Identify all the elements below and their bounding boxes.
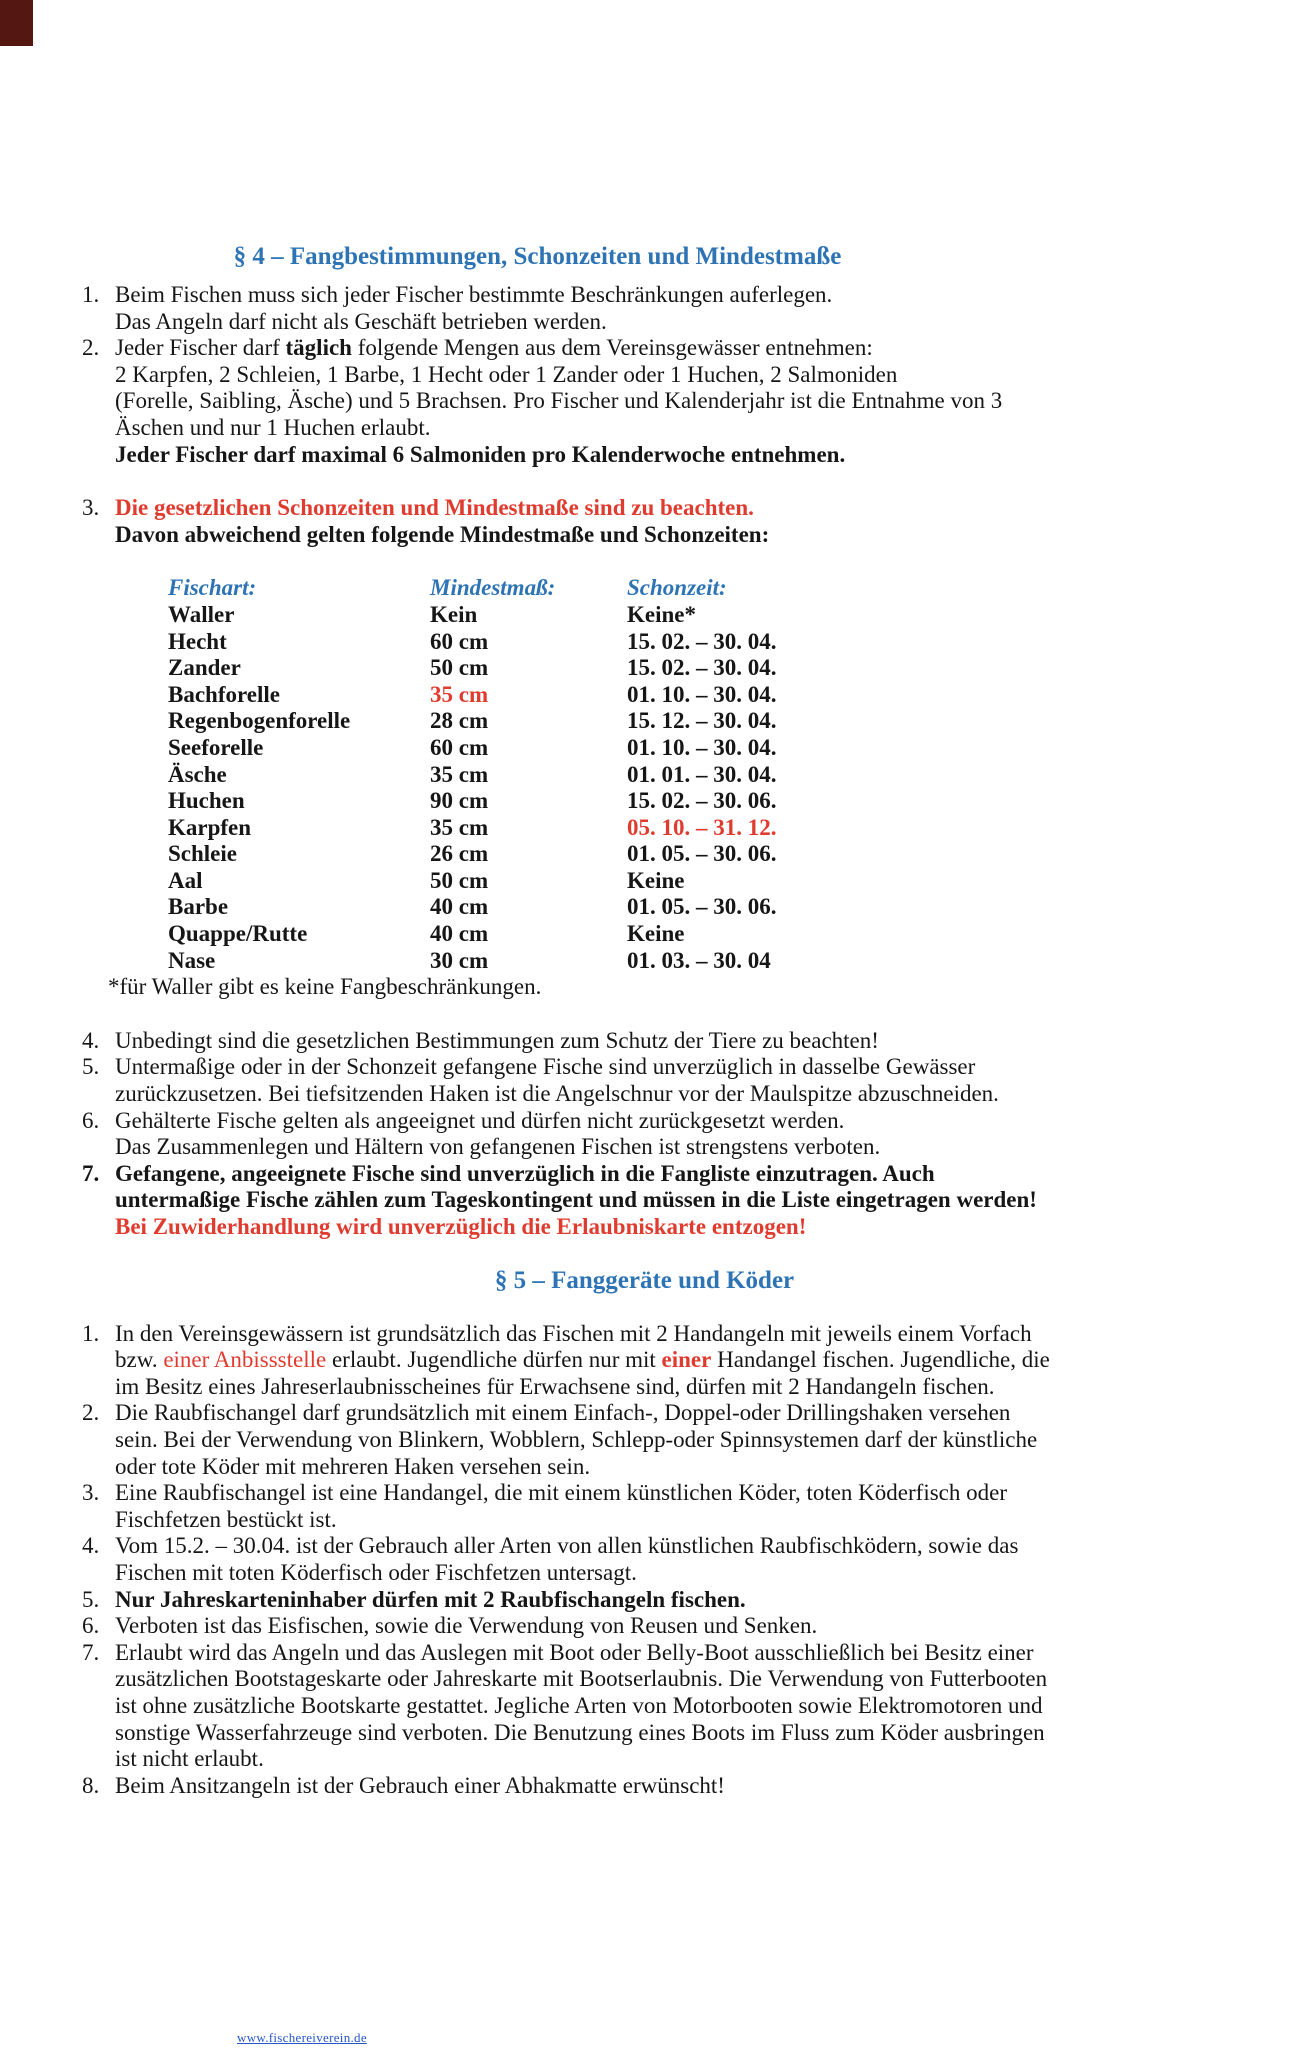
list-item bbox=[82, 1400, 1289, 1480]
text-line bbox=[115, 309, 1289, 336]
fish-name: Seeforelle bbox=[168, 734, 264, 760]
text-segment: Jeder Fischer darf bbox=[115, 335, 286, 361]
min-size-value: 30 cm bbox=[430, 947, 489, 973]
fish-name: Bachforelle bbox=[168, 681, 280, 707]
min-size-value: 50 cm bbox=[430, 867, 489, 893]
text-line bbox=[115, 1587, 1289, 1614]
schonzeit-value: 01. 01. – 30. 04. bbox=[627, 761, 777, 787]
min-size-value: 40 cm bbox=[430, 894, 489, 920]
text-segment: Untermaßige oder in der Schonzeit gefangene Fische sind unverzüglich in dasselbe Gewässer bbox=[115, 1054, 976, 1080]
item-body bbox=[82, 282, 1289, 335]
item-body bbox=[82, 1480, 1289, 1533]
text-segment: Das Angeln darf nicht als Geschäft betrieben werden. bbox=[115, 308, 607, 334]
schonzeit-value: 15. 02. – 30. 04. bbox=[627, 628, 777, 654]
text-segment: ist nicht erlaubt. bbox=[115, 1746, 264, 1772]
schonzeit-value: 01. 10. – 30. 04. bbox=[627, 734, 777, 760]
schonzeit-value: Keine bbox=[627, 867, 685, 893]
fish-name: Karpfen bbox=[168, 814, 252, 840]
corner-mark bbox=[0, 0, 33, 46]
text-line bbox=[115, 1480, 1289, 1507]
schonzeit-value: 01. 05. – 30. 06. bbox=[627, 894, 777, 920]
text-segment: In den Vereinsgewässern ist grundsätzlich das Fischen mit 2 Handangeln mit jeweils einem Vorfach bbox=[115, 1320, 1032, 1346]
footer-link[interactable]: www.fischereiverein.de bbox=[237, 2030, 367, 2045]
fish-name: Huchen bbox=[168, 788, 245, 814]
text-segment: Fischen mit toten Köderfisch oder Fischfetzen untersagt. bbox=[115, 1559, 637, 1585]
text-segment: folgende Mengen aus dem Vereinsgewässer entnehmen: bbox=[351, 335, 873, 361]
schonzeit-value: 15. 12. – 30. 04. bbox=[627, 708, 777, 734]
list-item bbox=[82, 1613, 1289, 1640]
item-number: 1. bbox=[82, 1320, 100, 1346]
text-segment: (Forelle, Saibling, Äsche) und 5 Brachsen. Pro Fischer und Kalenderjahr ist die Entnahme von 3 bbox=[115, 388, 1003, 414]
text-segment: Beim Ansitzangeln ist der Gebrauch einer Abhakmatte erwünscht! bbox=[115, 1772, 725, 1798]
item-body bbox=[82, 1613, 1289, 1640]
list-item bbox=[82, 495, 1289, 548]
text-line bbox=[115, 1400, 1289, 1427]
text-line bbox=[115, 1427, 1289, 1454]
section4-title: § 4 – Fangbestimmungen, Schonzeiten und Mindestmaße bbox=[233, 243, 842, 270]
item-number: 8. bbox=[82, 1772, 100, 1798]
item-number: 1. bbox=[82, 282, 100, 307]
text-line bbox=[115, 1028, 1289, 1055]
fish-name: Hecht bbox=[168, 628, 227, 654]
column-header-mindestmass: Mindestmaß: bbox=[430, 575, 556, 601]
text-line bbox=[115, 1161, 1289, 1188]
text-segment: Gehälterte Fische gelten als angeeignet und dürfen nicht zurückgesetzt werden. bbox=[115, 1107, 845, 1133]
fish-name: Quappe/Rutte bbox=[168, 921, 308, 947]
text-segment: Unbedingt sind die gesetzlichen Bestimmungen zum Schutz der Tiere zu beachten! bbox=[115, 1027, 879, 1053]
text-segment: sonstige Wasserfahrzeuge sind verboten. Die Benutzung eines Boots im Fluss zum Köder ausbringen bbox=[115, 1719, 1045, 1745]
min-size-value: 28 cm bbox=[430, 708, 489, 734]
spacer bbox=[0, 468, 1289, 495]
text-line bbox=[115, 1560, 1289, 1587]
text-segment: Gefangene, angeeignete Fische sind unverzüglich in die Fangliste einzutragen. Auch bbox=[115, 1160, 935, 1186]
text-segment: Jeder Fischer darf maximal 6 Salmoniden pro Kalenderwoche entnehmen. bbox=[115, 441, 846, 467]
item-number: 3. bbox=[82, 1480, 100, 1506]
column-header-fischart: Fischart: bbox=[168, 575, 257, 601]
item-number: 7. bbox=[82, 1160, 100, 1186]
list-item bbox=[82, 1533, 1289, 1586]
text-segment: Nur Jahreskarteninhaber dürfen mit 2 Raubfischangeln fischen. bbox=[115, 1586, 746, 1612]
text-line bbox=[115, 282, 1289, 309]
section4-list-continued bbox=[0, 1028, 1289, 1241]
text-line bbox=[115, 1134, 1289, 1161]
item-body bbox=[82, 1400, 1289, 1480]
text-segment: Bei Zuwiderhandlung wird unverzüglich die Erlaubniskarte entzogen! bbox=[115, 1214, 807, 1239]
min-size-value: 60 cm bbox=[430, 734, 489, 760]
text-line bbox=[115, 335, 1289, 362]
text-segment: Verboten ist das Eisfischen, sowie die Verwendung von Reusen und Senken. bbox=[115, 1613, 818, 1639]
text-line bbox=[115, 1454, 1289, 1481]
schonzeit-value: 15. 02. – 30. 06. bbox=[627, 788, 777, 814]
list-item bbox=[82, 1054, 1289, 1107]
text-segment: bzw. bbox=[115, 1347, 164, 1373]
fish-name: Äsche bbox=[168, 761, 227, 787]
item-number: 3. bbox=[82, 495, 100, 521]
text-line bbox=[115, 1108, 1289, 1135]
item-number: 5. bbox=[82, 1054, 100, 1080]
text-line bbox=[115, 362, 1289, 389]
text-segment: sein. Bei der Verwendung von Blinkern, Wobblern, Schlepp-oder Spinnsystemen darf der künstliche bbox=[115, 1426, 1038, 1452]
text-segment: einer bbox=[661, 1347, 712, 1373]
text-segment: Äschen und nur 1 Huchen erlaubt. bbox=[115, 414, 431, 440]
item-body bbox=[82, 1161, 1289, 1241]
list-item bbox=[82, 1321, 1289, 1401]
text-line bbox=[115, 1054, 1289, 1081]
list-item bbox=[82, 1161, 1289, 1241]
text-segment: Vom 15.2. – 30.04. ist der Gebrauch aller Arten von allen künstlichen Raubfischködern, sowie das bbox=[115, 1533, 1019, 1559]
text-segment: erlaubt. Jugendliche dürfen nur mit bbox=[326, 1347, 662, 1373]
fish-name: Waller bbox=[168, 601, 235, 627]
schonzeit-value: Keine* bbox=[627, 601, 696, 627]
text-segment: Davon abweichend gelten folgende Mindestmaße und Schonzeiten: bbox=[115, 521, 770, 547]
text-line bbox=[115, 1081, 1289, 1108]
section5-list bbox=[0, 1321, 1289, 1800]
text-line bbox=[115, 1773, 1289, 1800]
list-item bbox=[82, 1773, 1289, 1800]
text-line bbox=[115, 1746, 1289, 1773]
text-segment: 2 Karpfen, 2 Schleien, 1 Barbe, 1 Hecht oder 1 Zander oder 1 Huchen, 2 Salmoniden bbox=[115, 361, 898, 387]
text-line bbox=[115, 522, 1289, 549]
list-item bbox=[82, 282, 1289, 335]
item-number: 6. bbox=[82, 1613, 100, 1639]
item-number: 5. bbox=[82, 1586, 100, 1612]
text-segment: ist ohne zusätzliche Bootskarte gestattet. Jegliche Arten von Motorbooten sowie Elektromotoren und bbox=[115, 1692, 1043, 1718]
text-segment: Erlaubt wird das Angeln und das Auslegen mit Boot oder Belly-Boot ausschließlich bei Besitz einer bbox=[115, 1639, 1034, 1665]
fish-name: Schleie bbox=[168, 841, 237, 867]
item-body bbox=[82, 1321, 1289, 1401]
text-line bbox=[115, 1321, 1289, 1348]
text-line bbox=[115, 1720, 1289, 1747]
text-segment: Die Raubfischangel darf grundsätzlich mit einem Einfach-, Doppel-oder Drillingshaken versehen bbox=[115, 1400, 1011, 1426]
schonzeit-value: 01. 10. – 30. 04. bbox=[627, 681, 777, 707]
min-size-value: 50 cm bbox=[430, 655, 489, 681]
list-item bbox=[82, 335, 1289, 468]
text-line bbox=[115, 415, 1289, 442]
text-segment: zurückzusetzen. Bei tiefsitzenden Haken ist die Angelschnur vor der Maulspitze abzuschneiden. bbox=[115, 1081, 999, 1107]
text-line bbox=[115, 1666, 1289, 1693]
fish-name: Zander bbox=[168, 655, 241, 681]
item-body bbox=[82, 1054, 1289, 1107]
fish-name: Nase bbox=[168, 947, 216, 973]
section5-title: § 5 – Fanggeräte und Köder bbox=[494, 1266, 795, 1294]
text-segment: täglich bbox=[285, 335, 352, 361]
min-size-value: 90 cm bbox=[430, 788, 489, 814]
min-size-value: 35 cm bbox=[430, 681, 489, 707]
min-size-value: 26 cm bbox=[430, 841, 489, 867]
item-body bbox=[82, 1108, 1289, 1161]
text-segment: Handangel fischen. Jugendliche, die bbox=[711, 1347, 1050, 1373]
spacer bbox=[0, 1001, 1289, 1028]
text-segment: untermaßige Fische zählen zum Tageskontingent und müssen in die Liste eingetragen werden! bbox=[115, 1187, 1037, 1213]
item-number: 4. bbox=[82, 1533, 100, 1559]
fish-name: Regenbogenforelle bbox=[168, 708, 351, 734]
text-line bbox=[115, 1533, 1289, 1560]
item-body bbox=[82, 1028, 1289, 1055]
text-segment: Eine Raubfischangel ist eine Handangel, die mit einem künstlichen Köder, toten Köderfisch oder bbox=[115, 1480, 1007, 1506]
text-line bbox=[115, 1214, 1289, 1241]
schonzeit-value: Keine bbox=[627, 921, 685, 947]
item-number: 2. bbox=[82, 335, 100, 361]
list-item bbox=[82, 1028, 1289, 1055]
item-body bbox=[82, 1640, 1289, 1773]
text-line bbox=[115, 1187, 1289, 1214]
schonzeit-value: 01. 05. – 30. 06. bbox=[627, 841, 777, 867]
text-line bbox=[115, 495, 1289, 522]
min-size-value: 40 cm bbox=[430, 921, 489, 947]
list-item bbox=[82, 1587, 1289, 1614]
text-line bbox=[115, 1507, 1289, 1534]
item-body bbox=[82, 1773, 1289, 1800]
text-line bbox=[115, 442, 1289, 469]
text-segment: Die gesetzlichen Schonzeiten und Mindestmaße sind zu beachten. bbox=[115, 495, 754, 521]
text-segment: Fischfetzen bestückt ist. bbox=[115, 1506, 337, 1532]
item-body bbox=[82, 1587, 1289, 1614]
list-item bbox=[82, 1640, 1289, 1773]
text-segment: zusätzlichen Bootstageskarte oder Jahreskarte mit Bootserlaubnis. Die Verwendung von Futterbooten bbox=[115, 1666, 1048, 1692]
text-line bbox=[115, 388, 1289, 415]
list-item bbox=[82, 1108, 1289, 1161]
fish-name: Barbe bbox=[168, 894, 229, 920]
item-number: 7. bbox=[82, 1639, 100, 1665]
item-number: 2. bbox=[82, 1400, 100, 1426]
item-body bbox=[82, 1533, 1289, 1586]
text-segment: Das Zusammenlegen und Hältern von gefangenen Fischen ist strengstens verboten. bbox=[115, 1134, 881, 1160]
fish-table bbox=[168, 575, 777, 974]
list-item bbox=[82, 1480, 1289, 1533]
column-header-schonzeit: Schonzeit: bbox=[627, 575, 727, 601]
min-size-value: Kein bbox=[430, 601, 478, 627]
fish-name: Aal bbox=[168, 867, 203, 893]
text-segment: einer Anbissstelle bbox=[163, 1347, 327, 1373]
text-segment: oder tote Köder mit mehreren Haken versehen sein. bbox=[115, 1453, 591, 1479]
text-line bbox=[115, 1374, 1289, 1401]
table-footnote: *für Waller gibt es keine Fangbeschränkungen. bbox=[108, 974, 542, 1000]
schonzeit-value: 05. 10. – 31. 12. bbox=[627, 814, 777, 840]
item-number: 4. bbox=[82, 1027, 100, 1053]
text-segment: im Besitz eines Jahreserlaubnisscheines für Erwachsene sind, dürfen mit 2 Handangeln fischen. bbox=[115, 1373, 995, 1399]
item-body bbox=[82, 335, 1289, 468]
item-body bbox=[82, 495, 1289, 548]
text-line bbox=[115, 1613, 1289, 1640]
text-line bbox=[115, 1640, 1289, 1667]
section4-list bbox=[0, 282, 1289, 548]
min-size-value: 35 cm bbox=[430, 761, 489, 787]
text-line bbox=[115, 1347, 1289, 1374]
schonzeit-value: 15. 02. – 30. 04. bbox=[627, 655, 777, 681]
text-segment: Beim Fischen muss sich jeder Fischer bestimmte Beschränkungen auferlegen. bbox=[115, 282, 833, 307]
min-size-value: 60 cm bbox=[430, 628, 489, 654]
schonzeit-value: 01. 03. – 30. 04 bbox=[627, 947, 771, 973]
item-number: 6. bbox=[82, 1107, 100, 1133]
text-line bbox=[115, 1693, 1289, 1720]
min-size-value: 35 cm bbox=[430, 814, 489, 840]
